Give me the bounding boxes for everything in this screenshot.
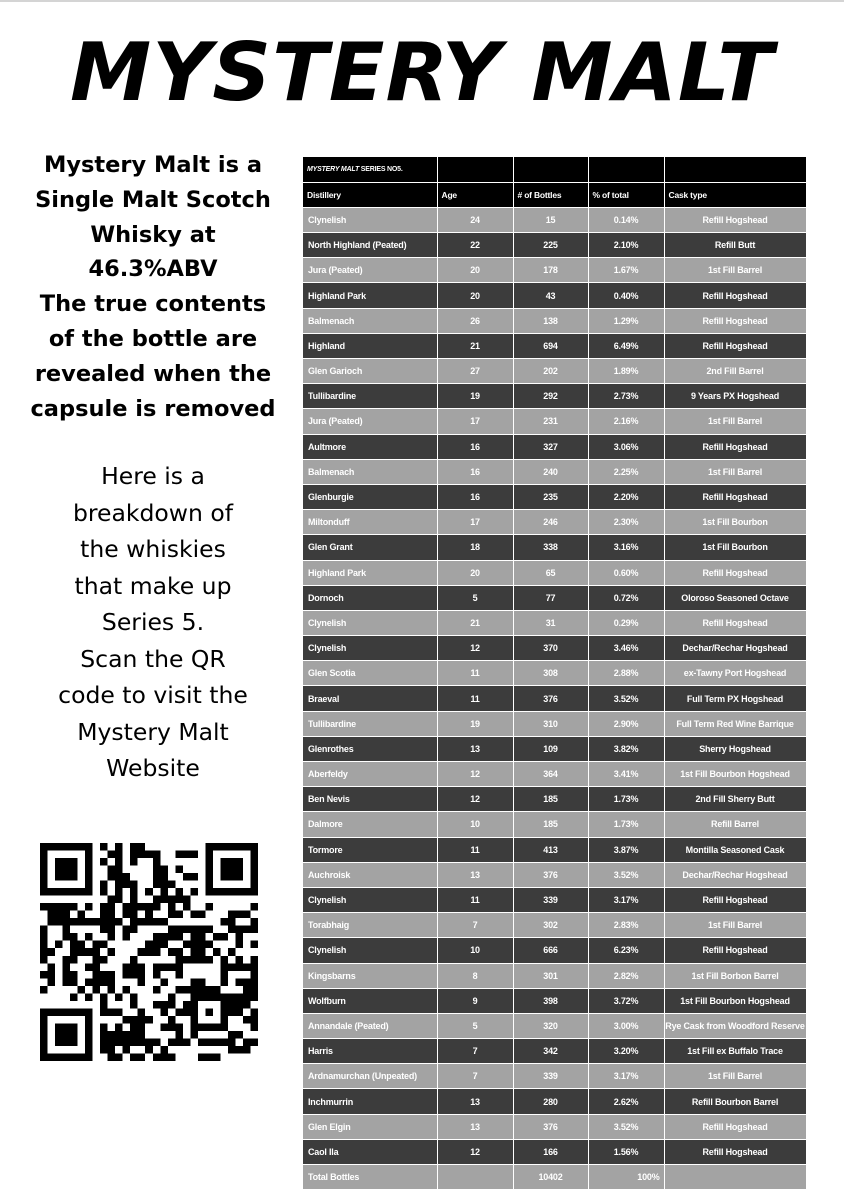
table-row bbox=[303, 459, 806, 484]
distillery-cell: Clynelish bbox=[303, 636, 437, 661]
bottles-cell: 320 bbox=[513, 1013, 588, 1038]
cask-cell: Montilla Seasoned Cask bbox=[664, 837, 806, 862]
header-row bbox=[303, 182, 806, 207]
distillery-cell: Torabhaig bbox=[303, 913, 437, 938]
table-row bbox=[303, 787, 806, 812]
age-cell: 27 bbox=[437, 359, 513, 384]
description-line: code to visit the bbox=[58, 681, 248, 709]
percent-cell: 3.72% bbox=[588, 988, 664, 1013]
bottles-cell: 310 bbox=[513, 711, 588, 736]
total-bottles: 10402 bbox=[513, 1165, 588, 1190]
bottles-cell: 292 bbox=[513, 384, 588, 409]
table-row bbox=[303, 434, 806, 459]
cask-cell: Refill Hogshead bbox=[664, 887, 806, 912]
bottles-cell: 185 bbox=[513, 812, 588, 837]
age-cell: 18 bbox=[437, 535, 513, 560]
bottles-cell: 280 bbox=[513, 1089, 588, 1114]
cask-cell: 1st Fill Bourbon Hogshead bbox=[664, 762, 806, 787]
distillery-cell: Balmenach bbox=[303, 459, 437, 484]
empty-cell bbox=[664, 1165, 806, 1190]
empty-cell bbox=[437, 1165, 513, 1190]
percent-cell: 3.17% bbox=[588, 1064, 664, 1089]
cask-cell: ex-Tawny Port Hogshead bbox=[664, 661, 806, 686]
page-title: MYSTERY MALT bbox=[69, 26, 775, 119]
header-cask: Cask type bbox=[664, 182, 806, 207]
percent-cell: 1.56% bbox=[588, 1139, 664, 1164]
percent-cell: 1.73% bbox=[588, 787, 664, 812]
age-cell: 22 bbox=[437, 233, 513, 258]
bottles-cell: 65 bbox=[513, 560, 588, 585]
bottles-cell: 342 bbox=[513, 1039, 588, 1064]
cask-cell: Refill Hogshead bbox=[664, 308, 806, 333]
series-row bbox=[303, 157, 806, 182]
cask-cell: Sherry Hogshead bbox=[664, 736, 806, 761]
age-cell: 19 bbox=[437, 711, 513, 736]
percent-cell: 0.72% bbox=[588, 585, 664, 610]
header-bottles: # of Bottles bbox=[513, 182, 588, 207]
cask-cell: 2nd Fill Sherry Butt bbox=[664, 787, 806, 812]
table-row bbox=[303, 913, 806, 938]
table-row bbox=[303, 837, 806, 862]
empty-cell bbox=[513, 157, 588, 182]
percent-cell: 6.49% bbox=[588, 333, 664, 358]
percent-cell: 3.00% bbox=[588, 1013, 664, 1038]
age-cell: 13 bbox=[437, 862, 513, 887]
table-row bbox=[303, 988, 806, 1013]
distillery-cell: Wolfburn bbox=[303, 988, 437, 1013]
cask-cell: 1st Fill Barrel bbox=[664, 258, 806, 283]
bottles-cell: 694 bbox=[513, 333, 588, 358]
bottles-cell: 185 bbox=[513, 787, 588, 812]
distillery-cell: Ardnamurchan (Unpeated) bbox=[303, 1064, 437, 1089]
bottles-cell: 338 bbox=[513, 535, 588, 560]
intro-line: Whisky at bbox=[90, 221, 216, 248]
table-row bbox=[303, 938, 806, 963]
table-row bbox=[303, 535, 806, 560]
bottles-cell: 302 bbox=[513, 913, 588, 938]
bottles-cell: 246 bbox=[513, 510, 588, 535]
series-label bbox=[303, 157, 437, 182]
table-row bbox=[303, 484, 806, 509]
age-cell: 12 bbox=[437, 636, 513, 661]
cask-cell: Full Term PX Hogshead bbox=[664, 686, 806, 711]
distillery-cell: North Highland (Peated) bbox=[303, 233, 437, 258]
cask-cell: 1st Fill Barrel bbox=[664, 1064, 806, 1089]
bottles-cell: 339 bbox=[513, 887, 588, 912]
distillery-cell: Highland Park bbox=[303, 283, 437, 308]
distillery-cell: Tormore bbox=[303, 837, 437, 862]
distillery-cell: Clynelish bbox=[303, 610, 437, 635]
table-row bbox=[303, 560, 806, 585]
bottles-cell: 178 bbox=[513, 258, 588, 283]
percent-cell: 3.87% bbox=[588, 837, 664, 862]
age-cell: 21 bbox=[437, 610, 513, 635]
percent-cell: 3.46% bbox=[588, 636, 664, 661]
cask-cell: Refill Butt bbox=[664, 233, 806, 258]
table-row bbox=[303, 409, 806, 434]
percent-cell: 0.60% bbox=[588, 560, 664, 585]
table-row bbox=[303, 610, 806, 635]
age-cell: 19 bbox=[437, 384, 513, 409]
percent-cell: 2.16% bbox=[588, 409, 664, 434]
intro-line: capsule is removed bbox=[30, 395, 276, 422]
cask-cell: 1st Fill Barrel bbox=[664, 459, 806, 484]
header-distillery: Distillery bbox=[303, 182, 437, 207]
intro-line: Mystery Malt is a bbox=[43, 152, 263, 178]
age-cell: 16 bbox=[437, 459, 513, 484]
distillery-cell: Balmenach bbox=[303, 308, 437, 333]
table-row bbox=[303, 963, 806, 988]
percent-cell: 1.29% bbox=[588, 308, 664, 333]
bottles-cell: 327 bbox=[513, 434, 588, 459]
table-row bbox=[303, 359, 806, 384]
distillery-cell: Aberfeldy bbox=[303, 762, 437, 787]
cask-cell: Full Term Red Wine Barrique bbox=[664, 711, 806, 736]
percent-cell: 3.06% bbox=[588, 434, 664, 459]
distillery-cell: Highland bbox=[303, 333, 437, 358]
bottles-cell: 138 bbox=[513, 308, 588, 333]
percent-cell: 2.82% bbox=[588, 963, 664, 988]
cask-cell: 1st Fill Barrel bbox=[664, 913, 806, 938]
distillery-cell: Tullibardine bbox=[303, 384, 437, 409]
distillery-cell: Clynelish bbox=[303, 887, 437, 912]
whisky-table bbox=[303, 157, 807, 1190]
intro-line: Single Malt Scotch bbox=[35, 186, 271, 213]
bottles-cell: 77 bbox=[513, 585, 588, 610]
intro-line: The true contents bbox=[39, 291, 267, 318]
percent-cell: 6.23% bbox=[588, 938, 664, 963]
age-cell: 20 bbox=[437, 560, 513, 585]
bottles-cell: 308 bbox=[513, 661, 588, 686]
cask-cell: Dechar/Rechar Hogshead bbox=[664, 636, 806, 661]
distillery-cell: Clynelish bbox=[303, 938, 437, 963]
distillery-cell: Auchroisk bbox=[303, 862, 437, 887]
cask-cell: Refill Hogshead bbox=[664, 283, 806, 308]
distillery-cell: Dornoch bbox=[303, 585, 437, 610]
age-cell: 11 bbox=[437, 686, 513, 711]
percent-cell: 0.29% bbox=[588, 610, 664, 635]
bottles-cell: 202 bbox=[513, 359, 588, 384]
age-cell: 13 bbox=[437, 1114, 513, 1139]
age-cell: 20 bbox=[437, 258, 513, 283]
percent-cell: 3.16% bbox=[588, 535, 664, 560]
distillery-cell: Dalmore bbox=[303, 812, 437, 837]
distillery-cell: Miltonduff bbox=[303, 510, 437, 535]
bottles-cell: 43 bbox=[513, 283, 588, 308]
cask-cell: Refill Hogshead bbox=[664, 1139, 806, 1164]
cask-cell: 1st Fill Bourbon bbox=[664, 535, 806, 560]
percent-cell: 3.52% bbox=[588, 862, 664, 887]
age-cell: 8 bbox=[437, 963, 513, 988]
distillery-cell: Glen Grant bbox=[303, 535, 437, 560]
table-row bbox=[303, 1039, 806, 1064]
percent-cell: 2.73% bbox=[588, 384, 664, 409]
percent-cell: 2.20% bbox=[588, 484, 664, 509]
bottles-cell: 413 bbox=[513, 837, 588, 862]
cask-cell: Refill Hogshead bbox=[664, 207, 806, 232]
bottles-cell: 398 bbox=[513, 988, 588, 1013]
series-number: SERIES NO5. bbox=[359, 165, 403, 173]
cask-cell: 2nd Fill Barrel bbox=[664, 359, 806, 384]
table-row bbox=[303, 1064, 806, 1089]
age-cell: 20 bbox=[437, 283, 513, 308]
cask-cell: 1st Fill Borbon Barrel bbox=[664, 963, 806, 988]
table-row bbox=[303, 233, 806, 258]
intro-line: 46.3%ABV bbox=[88, 256, 218, 283]
age-cell: 10 bbox=[437, 812, 513, 837]
percent-cell: 3.52% bbox=[588, 1114, 664, 1139]
table-row bbox=[303, 283, 806, 308]
age-cell: 12 bbox=[437, 762, 513, 787]
table-row bbox=[303, 887, 806, 912]
age-cell: 11 bbox=[437, 887, 513, 912]
age-cell: 13 bbox=[437, 736, 513, 761]
age-cell: 17 bbox=[437, 510, 513, 535]
table-row bbox=[303, 661, 806, 686]
table-row bbox=[303, 736, 806, 761]
age-cell: 26 bbox=[437, 308, 513, 333]
cask-cell: Refill Hogshead bbox=[664, 484, 806, 509]
bottles-cell: 240 bbox=[513, 459, 588, 484]
distillery-cell: Jura (Peated) bbox=[303, 258, 437, 283]
description-line: Website bbox=[106, 754, 200, 782]
empty-cell bbox=[437, 157, 513, 182]
age-cell: 7 bbox=[437, 1064, 513, 1089]
distillery-cell: Harris bbox=[303, 1039, 437, 1064]
cask-cell: Refill Hogshead bbox=[664, 434, 806, 459]
percent-cell: 2.90% bbox=[588, 711, 664, 736]
percent-cell: 3.17% bbox=[588, 887, 664, 912]
distillery-cell: Kingsbarns bbox=[303, 963, 437, 988]
age-cell: 12 bbox=[437, 787, 513, 812]
age-cell: 16 bbox=[437, 484, 513, 509]
table-row bbox=[303, 762, 806, 787]
intro-text bbox=[22, 148, 284, 426]
cask-cell: Refill Bourbon Barrel bbox=[664, 1089, 806, 1114]
table-row bbox=[303, 636, 806, 661]
percent-cell: 2.88% bbox=[588, 661, 664, 686]
cask-cell: 1st Fill Barrel bbox=[664, 409, 806, 434]
cask-cell: Refill Hogshead bbox=[664, 333, 806, 358]
table-row bbox=[303, 585, 806, 610]
cask-cell: 1st Fill ex Buffalo Trace bbox=[664, 1039, 806, 1064]
age-cell: 11 bbox=[437, 661, 513, 686]
total-row bbox=[303, 1165, 806, 1190]
distillery-cell: Jura (Peated) bbox=[303, 409, 437, 434]
percent-cell: 2.62% bbox=[588, 1089, 664, 1114]
age-cell: 11 bbox=[437, 837, 513, 862]
description-line: Here is a bbox=[101, 462, 205, 490]
distillery-cell: Inchmurrin bbox=[303, 1089, 437, 1114]
table-row bbox=[303, 812, 806, 837]
cask-cell: Refill Hogshead bbox=[664, 1114, 806, 1139]
cask-cell: Dechar/Rechar Hogshead bbox=[664, 862, 806, 887]
percent-cell: 2.30% bbox=[588, 510, 664, 535]
cask-cell: Refill Hogshead bbox=[664, 560, 806, 585]
bottles-cell: 666 bbox=[513, 938, 588, 963]
total-label: Total Bottles bbox=[303, 1165, 437, 1190]
percent-cell: 1.67% bbox=[588, 258, 664, 283]
distillery-cell: Caol Ila bbox=[303, 1139, 437, 1164]
description-line: the whiskies bbox=[80, 535, 226, 563]
bottles-cell: 376 bbox=[513, 686, 588, 711]
table-row bbox=[303, 333, 806, 358]
distillery-cell: Glen Scotia bbox=[303, 661, 437, 686]
cask-cell: 9 Years PX Hogshead bbox=[664, 384, 806, 409]
top-border bbox=[0, 0, 844, 2]
bottles-cell: 301 bbox=[513, 963, 588, 988]
distillery-cell: Tullibardine bbox=[303, 711, 437, 736]
series-brand: MYSTERY MALT bbox=[307, 165, 360, 173]
distillery-cell: Highland Park bbox=[303, 560, 437, 585]
table-row bbox=[303, 384, 806, 409]
empty-cell bbox=[664, 157, 806, 182]
age-cell: 7 bbox=[437, 1039, 513, 1064]
distillery-cell: Glenrothes bbox=[303, 736, 437, 761]
table-row bbox=[303, 510, 806, 535]
cask-cell: Refill Hogshead bbox=[664, 938, 806, 963]
bottles-cell: 339 bbox=[513, 1064, 588, 1089]
description-line: that make up bbox=[74, 571, 232, 600]
cask-cell: Rye Cask from Woodford Reserve bbox=[664, 1013, 806, 1038]
bottles-cell: 109 bbox=[513, 736, 588, 761]
percent-cell: 3.82% bbox=[588, 736, 664, 761]
age-cell: 10 bbox=[437, 938, 513, 963]
table-row bbox=[303, 1013, 806, 1038]
age-cell: 16 bbox=[437, 434, 513, 459]
age-cell: 17 bbox=[437, 409, 513, 434]
distillery-cell: Ben Nevis bbox=[303, 787, 437, 812]
percent-cell: 3.41% bbox=[588, 762, 664, 787]
percent-cell: 2.10% bbox=[588, 233, 664, 258]
percent-cell: 1.89% bbox=[588, 359, 664, 384]
cask-cell: 1st Fill Bourbon Hogshead bbox=[664, 988, 806, 1013]
age-cell: 7 bbox=[437, 913, 513, 938]
distillery-cell: Braeval bbox=[303, 686, 437, 711]
bottles-cell: 166 bbox=[513, 1139, 588, 1164]
bottles-cell: 31 bbox=[513, 610, 588, 635]
description-line: breakdown of bbox=[72, 498, 234, 527]
age-cell: 5 bbox=[437, 1013, 513, 1038]
percent-cell: 3.20% bbox=[588, 1039, 664, 1064]
percent-cell: 3.52% bbox=[588, 686, 664, 711]
age-cell: 21 bbox=[437, 333, 513, 358]
distillery-cell: Aultmore bbox=[303, 434, 437, 459]
bottles-cell: 364 bbox=[513, 762, 588, 787]
description-line: Scan the QR bbox=[80, 644, 226, 673]
table-row bbox=[303, 258, 806, 283]
cask-cell: Oloroso Seasoned Octave bbox=[664, 585, 806, 610]
empty-cell bbox=[588, 157, 664, 182]
distillery-cell: Glenburgie bbox=[303, 484, 437, 509]
bottles-cell: 235 bbox=[513, 484, 588, 509]
cask-cell: Refill Barrel bbox=[664, 812, 806, 837]
age-cell: 9 bbox=[437, 988, 513, 1013]
bottles-cell: 15 bbox=[513, 207, 588, 232]
percent-cell: 0.40% bbox=[588, 283, 664, 308]
description-line: Mystery Malt bbox=[77, 717, 229, 746]
total-percent: 100% bbox=[588, 1165, 664, 1190]
percent-cell: 1.73% bbox=[588, 812, 664, 837]
bottles-cell: 370 bbox=[513, 636, 588, 661]
distillery-cell: Glen Garioch bbox=[303, 359, 437, 384]
table-row bbox=[303, 207, 806, 232]
distillery-cell: Annandale (Peated) bbox=[303, 1013, 437, 1038]
percent-cell: 0.14% bbox=[588, 207, 664, 232]
bottles-cell: 376 bbox=[513, 1114, 588, 1139]
percent-cell: 2.25% bbox=[588, 459, 664, 484]
percent-cell: 2.83% bbox=[588, 913, 664, 938]
age-cell: 24 bbox=[437, 207, 513, 232]
distillery-cell: Glen Elgin bbox=[303, 1114, 437, 1139]
age-cell: 13 bbox=[437, 1089, 513, 1114]
description-text bbox=[22, 458, 284, 787]
table-row bbox=[303, 862, 806, 887]
table-row bbox=[303, 1114, 806, 1139]
qr-code-icon[interactable] bbox=[40, 843, 258, 1061]
header-percent: % of total bbox=[588, 182, 664, 207]
table-row bbox=[303, 711, 806, 736]
table-row bbox=[303, 686, 806, 711]
cask-cell: Refill Hogshead bbox=[664, 610, 806, 635]
bottles-cell: 225 bbox=[513, 233, 588, 258]
table-row bbox=[303, 1139, 806, 1164]
intro-line: revealed when the bbox=[34, 360, 272, 387]
age-cell: 12 bbox=[437, 1139, 513, 1164]
distillery-cell: Clynelish bbox=[303, 207, 437, 232]
age-cell: 5 bbox=[437, 585, 513, 610]
table-row bbox=[303, 308, 806, 333]
bottles-cell: 231 bbox=[513, 409, 588, 434]
intro-line: of the bottle are bbox=[48, 325, 258, 352]
cask-cell: 1st Fill Bourbon bbox=[664, 510, 806, 535]
table-row bbox=[303, 1089, 806, 1114]
header-age: Age bbox=[437, 182, 513, 207]
bottles-cell: 376 bbox=[513, 862, 588, 887]
description-line: Series 5. bbox=[101, 608, 205, 636]
